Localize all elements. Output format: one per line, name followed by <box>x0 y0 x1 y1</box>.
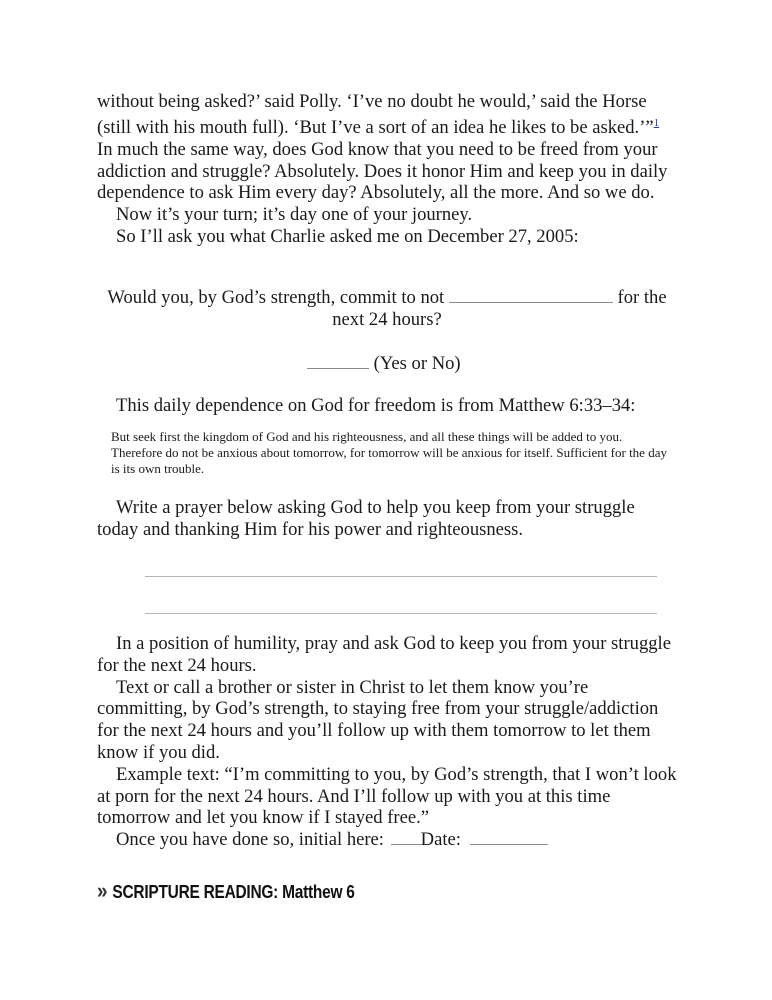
footnote-link[interactable]: 1 <box>653 116 660 129</box>
commit-line-2: next 24 hours? <box>332 308 442 330</box>
prayer-prompt: Write a prayer below asking God to help you keep from your struggle today and thanking Him for his power and righteousness. <box>97 497 635 540</box>
yes-no-label: (Yes or No) <box>373 353 461 374</box>
example-paragraph: Example text: “I’m committing to you, by God’s strength, that I won’t look at porn for the next 24 hours. And I’ll follow up with you at this time tomorrow and let you know if I stayed free.” <box>97 763 677 829</box>
date-label: Date: <box>420 829 461 851</box>
commit-after-text: for the <box>617 287 667 308</box>
text-call-paragraph: Text or call a brother or sister in Christ to let them know you’re committing, by God’s strength, to staying free from your struggle/addiction for the next 24 hours and you’ll follow up with them tomorrow to let them know if you did. <box>97 676 659 763</box>
intro-line-2 <box>97 113 677 139</box>
scripture-quote: But seek first the kingdom of God and his righteousness, and all these things will be added to you. Therefore do not be anxious about tomorrow, for tomorrow will be anxious for itself. Sufficient for the day is its own trouble. <box>111 429 667 476</box>
matthew-intro: This daily dependence on God for freedom is from Matthew 6:33–34: <box>116 395 636 416</box>
date-blank[interactable] <box>470 829 548 845</box>
section-heading-label: SCRIPTURE READING: Matthew 6 <box>112 882 355 902</box>
commit-line-1 <box>97 287 677 309</box>
initial-label: Once you have done so, initial here: <box>116 829 384 851</box>
commit-blank[interactable] <box>449 287 613 303</box>
initial-blank[interactable] <box>391 829 421 845</box>
humility-paragraph: In a position of humility, pray and ask God to keep you from your struggle for the next 24 hours. <box>97 633 671 676</box>
intro-paragraph <box>97 91 677 248</box>
section-heading <box>97 878 355 904</box>
chevron-right-icon: » <box>97 878 108 903</box>
intro-line-1: without being asked?’ said Polly. ‘I’ve no doubt he would,’ said the Horse <box>97 91 647 112</box>
commit-question <box>97 287 677 331</box>
initial-line <box>97 829 677 851</box>
commit-before-text: Would you, by God’s strength, commit to not <box>107 287 445 308</box>
intro-line-2-text: (still with his mouth full). ‘But I’ve a sort of an idea he likes to be asked.’” <box>97 116 654 138</box>
turn-paragraph: Now it’s your turn; it’s day one of your journey. <box>116 204 473 226</box>
yes-no-blank[interactable] <box>307 353 369 369</box>
lower-paragraphs <box>97 633 677 851</box>
prayer-writing-line-1[interactable] <box>145 576 657 577</box>
intro-rest: In much the same way, does God know that you need to be freed from your addiction and struggle? Absolutely. Does it honor Him and keep you in daily dependence to ask Him every day? Absolutely, all the more. And so we do. <box>97 138 668 204</box>
prayer-writing-line-2[interactable] <box>145 613 657 614</box>
ask-paragraph: So I’ll ask you what Charlie asked me on December 27, 2005: <box>116 225 579 247</box>
yes-no-line <box>307 353 607 375</box>
